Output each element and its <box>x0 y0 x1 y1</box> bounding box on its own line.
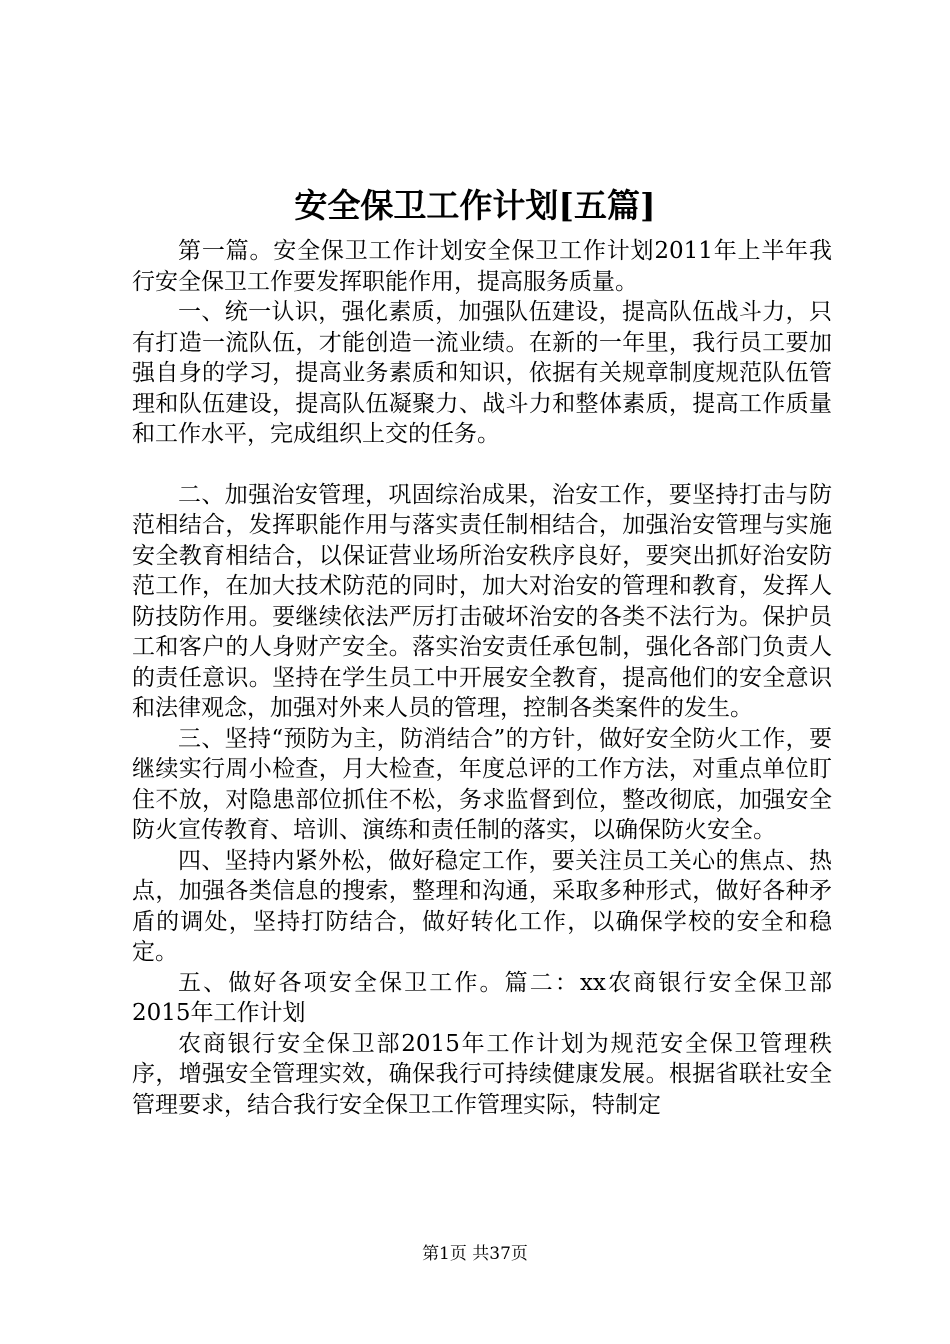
paragraph-section-5: 五、做好各项安全保卫工作。篇二：xx农商银行安全保卫部2015年工作计划 <box>132 969 832 1026</box>
paragraph-section-2: 二、加强治安管理，巩固综治成果，治安工作，要坚持打击与防范相结合，发挥职能作用与落实责任制相结合，加强治安管理与实施安全教育相结合，以保证营业场所治安秩序良好，要突出抓好治安防范工作，在加大技术防范的同时，加大对治安的管理和教育，发挥人防技防作用。要继续依法严厉打击破坏治安的各类不法行为。保护员工和客户的人身财产安全。落实治安责任承包制，强化各部门负责人的责任意识。坚持在学生员工中开展安全教育，提高他们的安全意识和法律观念，加强对外来人员的管理，控制各类案件的发生。 <box>132 481 832 721</box>
document-body <box>132 236 832 1120</box>
paragraph-part-2: 农商银行安全保卫部2015年工作计划为规范安全保卫管理秩序，增强安全管理实效，确保我行可持续健康发展。根据省联社安全管理要求，结合我行安全保卫工作管理实际，特制定 <box>132 1030 832 1118</box>
paragraph-intro: 第一篇。安全保卫工作计划安全保卫工作计划2011年上半年我行安全保卫工作要发挥职能作用，提高服务质量。 <box>132 238 832 295</box>
paragraph-section-1: 一、统一认识，强化素质，加强队伍建设，提高队伍战斗力，只有打造一流队伍，才能创造一流业绩。在新的一年里，我行员工要加强自身的学习，提高业务素质和知识，依据有关规章制度规范队伍管理和队伍建设，提高队伍凝聚力、战斗力和整体素质，提高工作质量和工作水平，完成组织上交的任务。 <box>132 299 832 447</box>
document-title: 安全保卫工作计划[五篇] <box>294 186 656 225</box>
paragraph-section-3: 三、坚持“预防为主，防消结合”的方针，做好安全防火工作，要继续实行周小检查，月大检查，年度总评的工作方法，对重点单位盯住不放，对隐患部位抓住不松，务求监督到位，整改彻底，加强安全防火宣传教育、培训、演练和责任制的落实，以确保防火安全。 <box>132 725 832 843</box>
paragraph-section-4: 四、坚持内紧外松，做好稳定工作，要关注员工关心的焦点、热点，加强各类信息的搜索，整理和沟通，采取多种形式，做好各种矛盾的调处，坚持打防结合，做好转化工作，以确保学校的安全和稳定。 <box>132 847 832 965</box>
page-footer: 第1页 共37页 <box>422 1244 528 1264</box>
